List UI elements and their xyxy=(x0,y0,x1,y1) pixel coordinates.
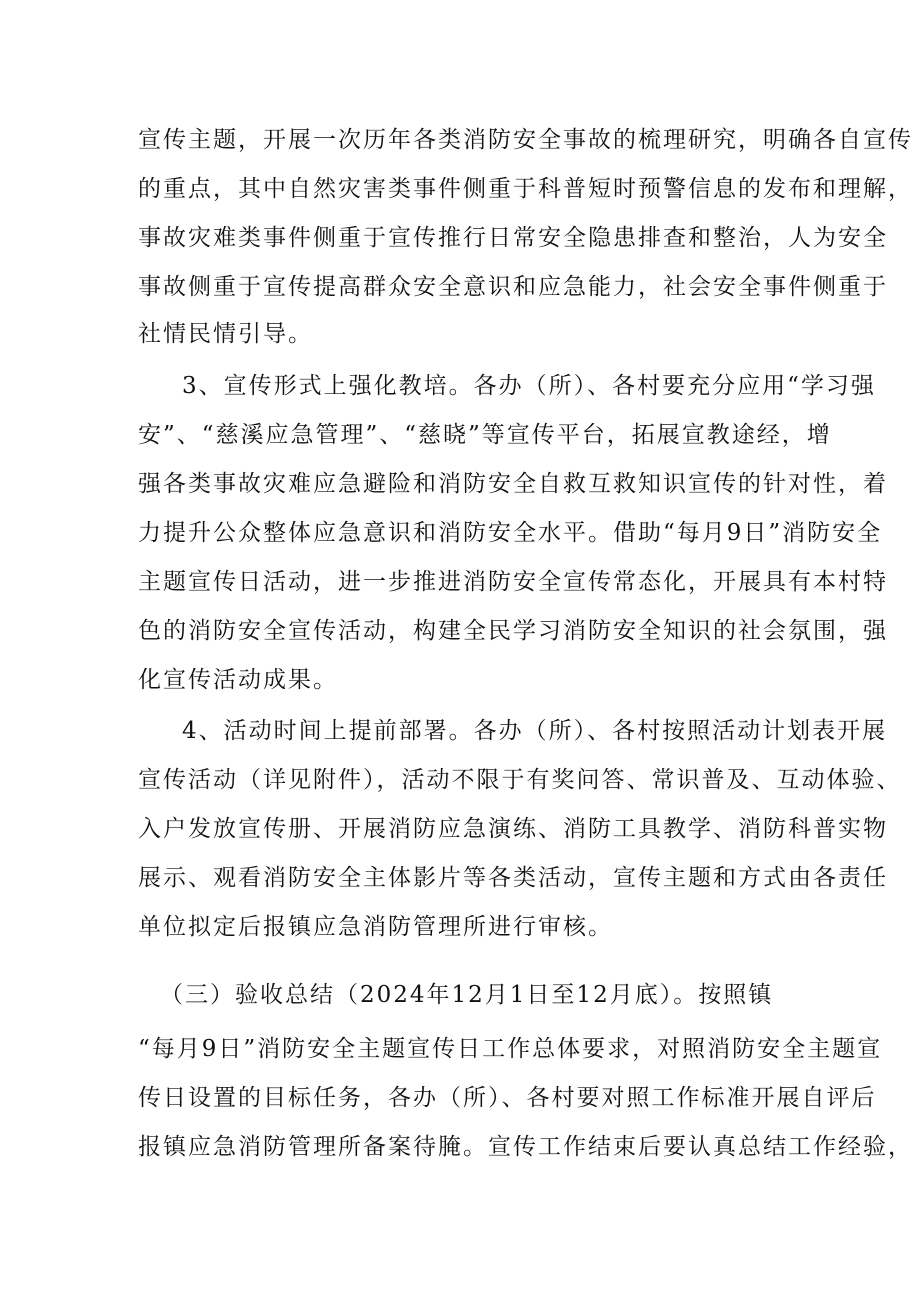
paragraph-line: 安”、“慈溪应急管理”、“慈晓”等宣传平台，拓展宣教途经，增 xyxy=(138,422,832,448)
paragraph-line: 3、宣传形式上强化教培。各办（所）、各村要充分应用“学习强 xyxy=(182,373,876,399)
paragraph-line: 强各类事故灾难应急避险和消防安全自救互救知识宣传的针对性，着 xyxy=(138,471,888,497)
paragraph-line: 色的消防安全宣传活动，构建全民学习消防安全知识的社会氛围，强 xyxy=(138,618,888,644)
paragraph-line: 主题宣传日活动，进一步推进消防安全宣传常态化，开展具有本村特 xyxy=(138,569,888,595)
paragraph-line: 化宣传活动成果。 xyxy=(138,667,338,693)
paragraph-line: 传日设置的目标任务，各办（所）、各村要对照工作标准开展自评后 xyxy=(138,1085,877,1111)
paragraph-line: 事故灾难类事件侧重于宣传推行日常安全隐患排查和整治，人为安全 xyxy=(138,225,888,251)
paragraph-line: 社情民情引导。 xyxy=(138,321,313,347)
paragraph-line: “每月9日”消防安全主题宣传日工作总体要求，对照消防安全主题宣 xyxy=(138,1036,883,1062)
paragraph-line: 力提升公众整体应急意识和消防安全水平。借助“每月9日”消防安全 xyxy=(138,520,883,546)
paragraph-line: （三）验收总结（2024年12月1日至12月底）。按照镇 xyxy=(160,982,774,1008)
paragraph-line: 宣传活动（详见附件），活动不限于有奖问答、常识普及、互动体验、 xyxy=(138,767,902,793)
paragraph-line: 的重点，其中自然灾害类事件侧重于科普短时预警信息的发布和理解， xyxy=(138,176,913,202)
paragraph-line: 展示、观看消防安全主体影片等各类活动，宣传主题和方式由各责任 xyxy=(138,865,888,891)
paragraph-line: 4、活动时间上提前部署。各办（所）、各村按照活动计划表开展 xyxy=(182,718,888,744)
paragraph-line: 事故侧重于宣传提高群众安全意识和应急能力，社会安全事件侧重于 xyxy=(138,274,888,300)
paragraph-line: 入户发放宣传册、开展消防应急演练、消防工具教学、消防科普实物 xyxy=(138,816,888,842)
paragraph-line: 宣传主题，开展一次历年各类消防安全事故的梳理研究，明确各自宣传 xyxy=(138,127,913,153)
paragraph-line: 报镇应急消防管理所备案待腌。宣传工作结束后要认真总结工作经验， xyxy=(138,1134,913,1160)
paragraph-line: 单位拟定后报镇应急消防管理所进行审核。 xyxy=(138,914,613,940)
